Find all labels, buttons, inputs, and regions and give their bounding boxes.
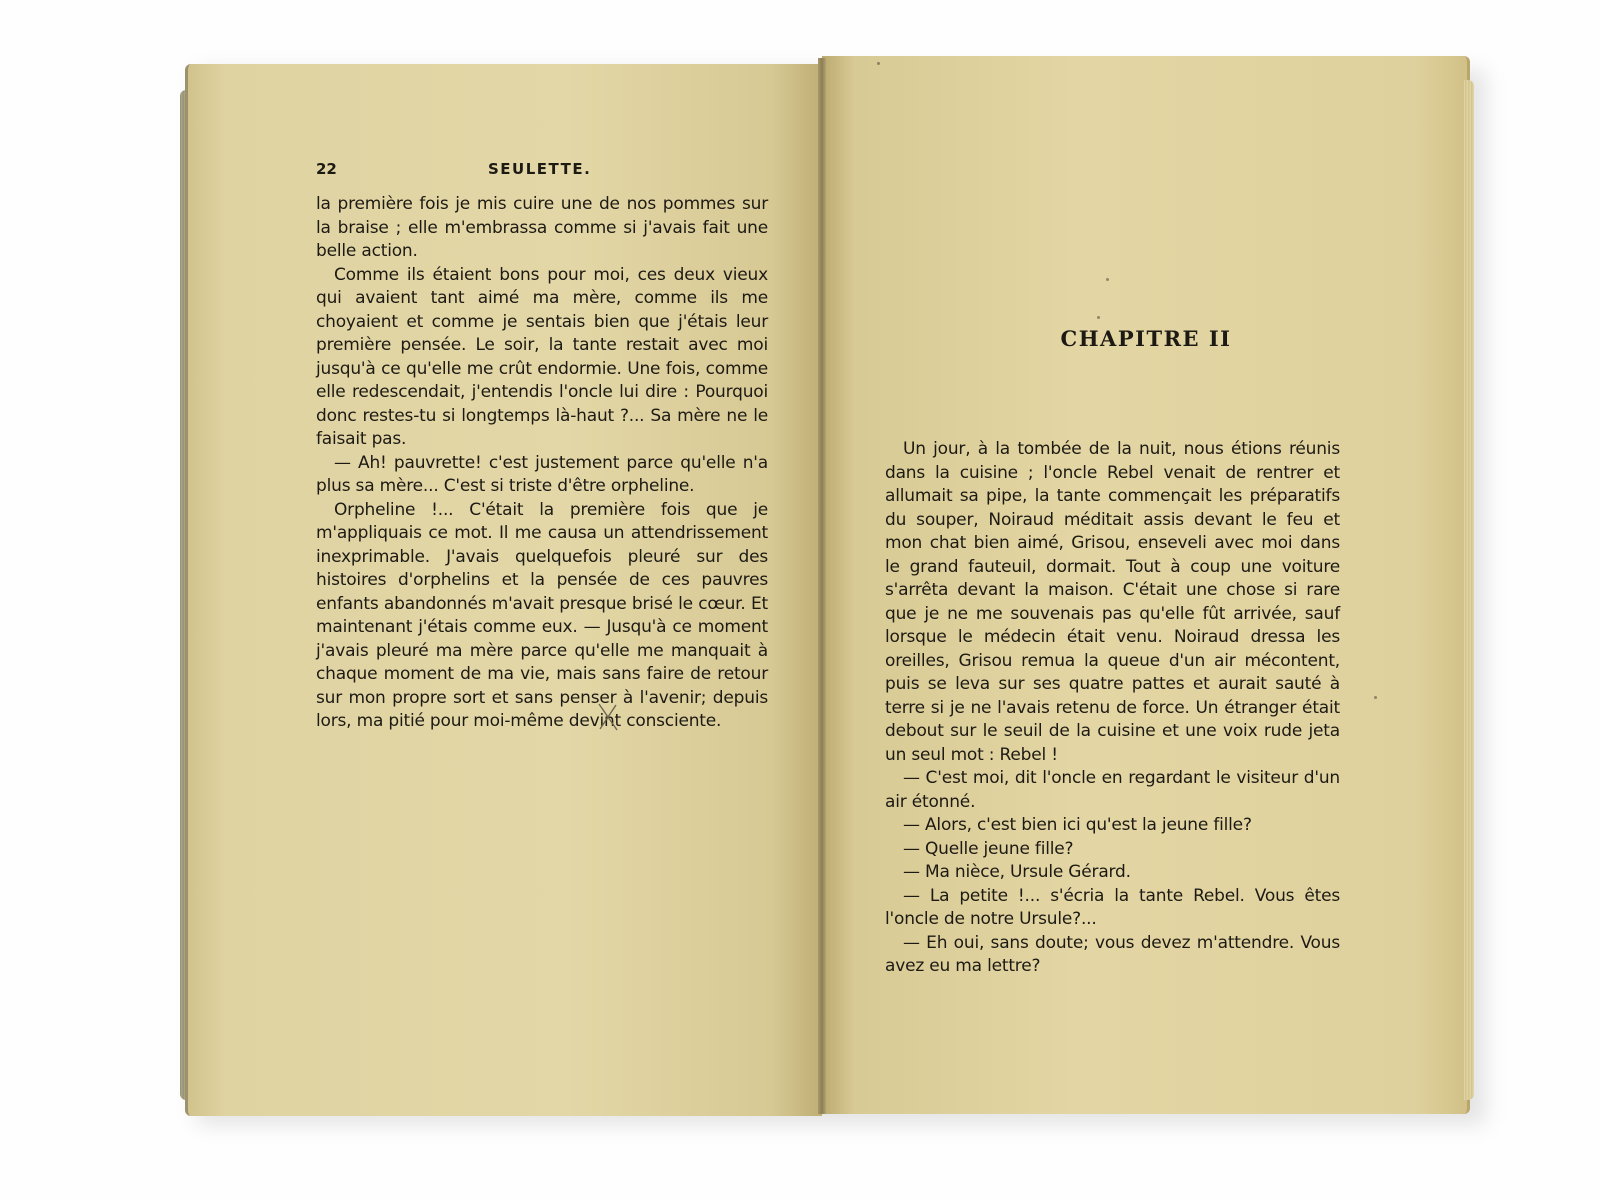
paragraph: — Alors, c'est bien ici qu'est la jeune fille? [903,815,1252,835]
paragraph: Comme ils étaient bons pour moi, ces deux vieux qui avaient tant aimé ma mère, comme ils me choyaient et comme je sentais bien que j'étais leur première pensée. Le soir, la tante restait avec moi jusqu'à ce qu'elle me crût endormie. Une fois, comme elle redescendait, j'entendis l'oncle lui dire : Pourquoi donc restes-tu si longtemps là-haut ?... Sa mère ne le faisait pas. [316,264,768,449]
right-page-edges [1464,80,1474,1100]
pencil-x-mark [596,702,620,732]
paragraph: — Quelle jeune fille? [903,838,1074,859]
paragraph: — Ma nièce, Ursule Gérard. [903,862,1131,882]
chapter-title: CHAPITRE II [1060,326,1232,351]
paper-speck [1106,278,1109,281]
paragraph: la première fois je mis cuire une de nos pommes sur la braise ; elle m'embrassa comme si j'avais fait une belle action. [316,194,768,261]
running-head-title: SEULETTE. [488,160,592,178]
paragraph: — Ah! pauvrette! c'est justement parce qu'elle n'a plus sa mère... C'est si triste d'être orpheline. [316,452,768,496]
right-page-text [885,438,1340,979]
page-number: 22 [316,160,337,178]
paragraph: — C'est moi, dit l'oncle en regardant le visiteur d'un air étonné. [885,768,1340,812]
paper-speck [1374,696,1377,699]
paragraph: Orpheline !... C'était la première fois que je m'appliquais ce mot. Il me causa un attendrissement inexprimable. J'avais quelquefois pleuré sur des histoires d'orphelins et la pensée de ces pauvres enfants abandonnés m'avait presque brisé le cœur. Et maintenant j'étais comme eux. — Jusqu'à ce moment j'avais pleuré ma mère parce qu'elle me manquait à chaque moment de ma vie, mais sans faire de retour sur mon propre sort et sans penser à l'avenir; depuis lors, ma pitié pour moi-même devint consciente. [316,499,768,731]
left-page-text [316,193,768,734]
paper-speck [877,62,880,65]
paragraph: — La petite !... s'écria la tante Rebel. Vous êtes l'oncle de notre Ursule?... [885,885,1340,929]
book-gutter [818,58,826,1114]
paragraph: — Eh oui, sans doute; vous devez m'attendre. Vous avez eu ma lettre? [885,932,1340,976]
paragraph: Un jour, à la tombée de la nuit, nous étions réunis dans la cuisine ; l'oncle Rebel venait de rentrer et allumait sa pipe, la tante commençait les préparatifs du souper, Noiraud méditait assis devant le feu et mon chat bien aimé, Grisou, enseveli avec moi dans le grand fauteuil, dormait. Tout à coup une voiture s'arrêta devant la maison. C'était une chose si rare que je ne me souvenais pas qu'elle fût arrivée, sauf lorsque le médecin était venu. Noiraud dressa les oreilles, Grisou remua la queue d'un air mécontent, puis se leva sur ses quatre pattes et aurait sauté à terre si je ne l'avais retenu de force. Un étranger était debout sur le seuil de la cuisine et une voix rude jeta un seul mot : Rebel ! [885,439,1340,765]
paper-speck [1097,316,1100,319]
